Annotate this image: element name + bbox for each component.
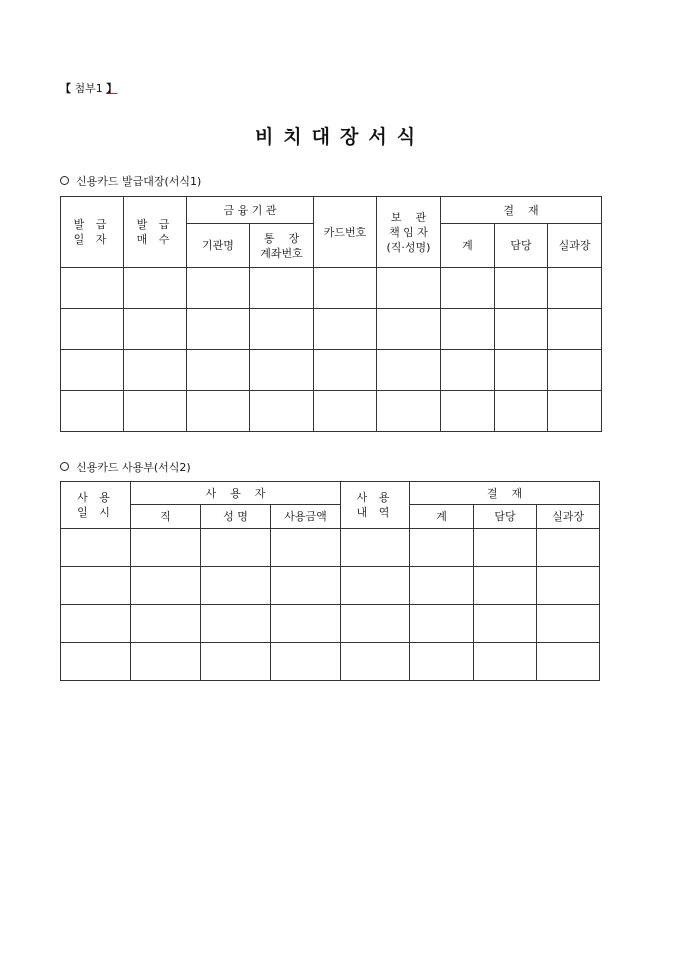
empty-cell[interactable] — [314, 350, 377, 391]
header-user-col-text: 사용금액 — [284, 510, 327, 523]
header-user — [131, 482, 341, 505]
header-custodian-line1: 보 관 — [390, 210, 427, 224]
header-approval-col — [548, 224, 602, 268]
table-row — [61, 567, 600, 605]
header-user-col — [271, 505, 341, 529]
section1-heading — [60, 173, 201, 189]
empty-cell[interactable] — [474, 567, 537, 605]
table-row — [61, 350, 602, 391]
empty-cell[interactable] — [341, 529, 410, 567]
header-use-details — [341, 482, 410, 529]
empty-cell[interactable] — [410, 529, 474, 567]
empty-cell[interactable] — [187, 268, 250, 309]
header-institution-name-text: 기관명 — [202, 239, 234, 252]
empty-cell[interactable] — [124, 309, 187, 350]
empty-cell[interactable] — [61, 350, 124, 391]
empty-cell[interactable] — [271, 567, 341, 605]
empty-cell[interactable] — [201, 643, 271, 681]
empty-cell[interactable] — [271, 529, 341, 567]
usage-ledger-table — [60, 481, 600, 681]
header-financial-institution — [187, 197, 314, 224]
header-approval — [441, 197, 602, 224]
header-approval-col — [495, 224, 548, 268]
header-approval-text: 결 재 — [486, 486, 523, 500]
section2-heading — [60, 459, 191, 475]
header-institution-name — [187, 224, 250, 268]
header-financial-institution-text: 금 융 기 관 — [223, 203, 277, 217]
empty-cell[interactable] — [537, 605, 600, 643]
empty-cell[interactable] — [548, 350, 602, 391]
header-approval — [410, 482, 600, 505]
empty-cell[interactable] — [341, 567, 410, 605]
header-approval-col — [410, 505, 474, 529]
table-row — [61, 643, 600, 681]
empty-cell[interactable] — [61, 268, 124, 309]
header-user-col-text: 직 — [160, 510, 171, 523]
header-approval-col-text: 계 — [436, 510, 447, 523]
empty-cell[interactable] — [548, 268, 602, 309]
header-approval-text: 결 재 — [503, 203, 539, 217]
attachment-bracket-close: 】 — [106, 82, 118, 95]
header-approval-col — [474, 505, 537, 529]
empty-cell[interactable] — [377, 309, 441, 350]
empty-cell[interactable] — [474, 605, 537, 643]
table-row — [61, 529, 600, 567]
empty-cell[interactable] — [314, 268, 377, 309]
table-row — [61, 309, 602, 350]
header-account-number — [250, 224, 314, 268]
header-issue-date — [61, 197, 124, 268]
table-row — [61, 391, 602, 432]
attachment-bracket-open: 【 — [60, 82, 71, 95]
empty-cell[interactable] — [187, 309, 250, 350]
empty-cell[interactable] — [495, 268, 548, 309]
empty-cell[interactable] — [495, 309, 548, 350]
issue-ledger-table — [60, 196, 602, 432]
header-custodian-line2: 책 임 자 — [389, 225, 428, 239]
empty-cell[interactable] — [61, 391, 124, 432]
empty-cell[interactable] — [201, 529, 271, 567]
empty-cell[interactable] — [495, 391, 548, 432]
attachment-text: 첨부1 — [74, 82, 103, 95]
empty-cell[interactable] — [548, 309, 602, 350]
empty-cell[interactable] — [124, 391, 187, 432]
header-account-number-line2: 계좌번호 — [260, 246, 303, 260]
empty-cell[interactable] — [377, 350, 441, 391]
empty-cell[interactable] — [131, 529, 201, 567]
header-approval-col-text: 실과장 — [558, 239, 591, 252]
empty-cell[interactable] — [377, 268, 441, 309]
header-use-date-line2: 일 시 — [77, 506, 114, 519]
empty-cell[interactable] — [131, 567, 201, 605]
empty-cell[interactable] — [61, 309, 124, 350]
header-approval-col-text: 실과장 — [552, 510, 584, 523]
empty-cell[interactable] — [61, 529, 131, 567]
empty-cell[interactable] — [250, 391, 314, 432]
empty-cell[interactable] — [377, 391, 441, 432]
empty-cell[interactable] — [314, 391, 377, 432]
page-title: 비치대장서식 — [254, 126, 426, 148]
empty-cell[interactable] — [131, 605, 201, 643]
header-custodian-line3: (직·성명) — [386, 240, 431, 254]
empty-cell[interactable] — [537, 529, 600, 567]
empty-cell[interactable] — [341, 643, 410, 681]
header-approval-col-text: 담당 — [494, 510, 516, 523]
header-use-details-line1: 사 용 — [356, 491, 394, 504]
empty-cell[interactable] — [441, 350, 495, 391]
header-account-number-line1: 통 장 — [263, 231, 300, 245]
attachment-label — [60, 80, 117, 96]
circle-bullet-icon — [60, 462, 69, 471]
empty-cell[interactable] — [271, 605, 341, 643]
empty-cell[interactable] — [495, 350, 548, 391]
header-approval-col-text: 계 — [462, 239, 473, 252]
empty-cell[interactable] — [61, 567, 131, 605]
empty-cell[interactable] — [410, 643, 474, 681]
header-approval-col — [537, 505, 600, 529]
header-issue-date-line1: 발 급 — [73, 218, 111, 231]
empty-cell[interactable] — [250, 268, 314, 309]
header-card-number-text: 카드번호 — [323, 225, 367, 239]
section2-heading-text: 신용카드 사용부(서식2) — [76, 461, 191, 474]
header-card-number — [314, 197, 377, 268]
header-custodian — [377, 197, 441, 268]
header-approval-col — [441, 224, 495, 268]
header-issue-count-line1: 발 급 — [136, 218, 174, 231]
empty-cell[interactable] — [131, 643, 201, 681]
header-user-col-text: 성 명 — [223, 510, 248, 523]
empty-cell[interactable] — [441, 391, 495, 432]
header-user-col — [201, 505, 271, 529]
empty-cell[interactable] — [124, 268, 187, 309]
empty-cell[interactable] — [61, 605, 131, 643]
header-use-date — [61, 482, 131, 529]
circle-bullet-icon — [60, 176, 69, 185]
empty-cell[interactable] — [61, 643, 131, 681]
empty-cell[interactable] — [271, 643, 341, 681]
table-row — [61, 268, 602, 309]
empty-cell[interactable] — [537, 643, 600, 681]
header-user-col — [131, 505, 201, 529]
table-row — [61, 605, 600, 643]
header-issue-count — [124, 197, 187, 268]
empty-cell[interactable] — [187, 350, 250, 391]
empty-cell[interactable] — [187, 391, 250, 432]
header-issue-count-line2: 매 수 — [136, 233, 174, 246]
empty-cell[interactable] — [410, 567, 474, 605]
empty-cell[interactable] — [474, 643, 537, 681]
empty-cell[interactable] — [341, 605, 410, 643]
header-issue-date-line2: 일 자 — [73, 233, 111, 246]
empty-cell[interactable] — [250, 350, 314, 391]
empty-cell[interactable] — [314, 309, 377, 350]
empty-cell[interactable] — [201, 605, 271, 643]
header-user-text: 사 용 자 — [205, 486, 266, 500]
empty-cell[interactable] — [250, 309, 314, 350]
header-use-date-line1: 사 용 — [77, 491, 114, 504]
empty-cell[interactable] — [537, 567, 600, 605]
section1-heading-text: 신용카드 발급대장(서식1) — [76, 175, 202, 188]
empty-cell[interactable] — [441, 268, 495, 309]
empty-cell[interactable] — [548, 391, 602, 432]
empty-cell[interactable] — [474, 529, 537, 567]
empty-cell[interactable] — [410, 605, 474, 643]
empty-cell[interactable] — [201, 567, 271, 605]
header-approval-col-text: 담당 — [510, 239, 532, 252]
header-use-details-line2: 내 역 — [356, 506, 394, 519]
empty-cell[interactable] — [124, 350, 187, 391]
empty-cell[interactable] — [441, 309, 495, 350]
